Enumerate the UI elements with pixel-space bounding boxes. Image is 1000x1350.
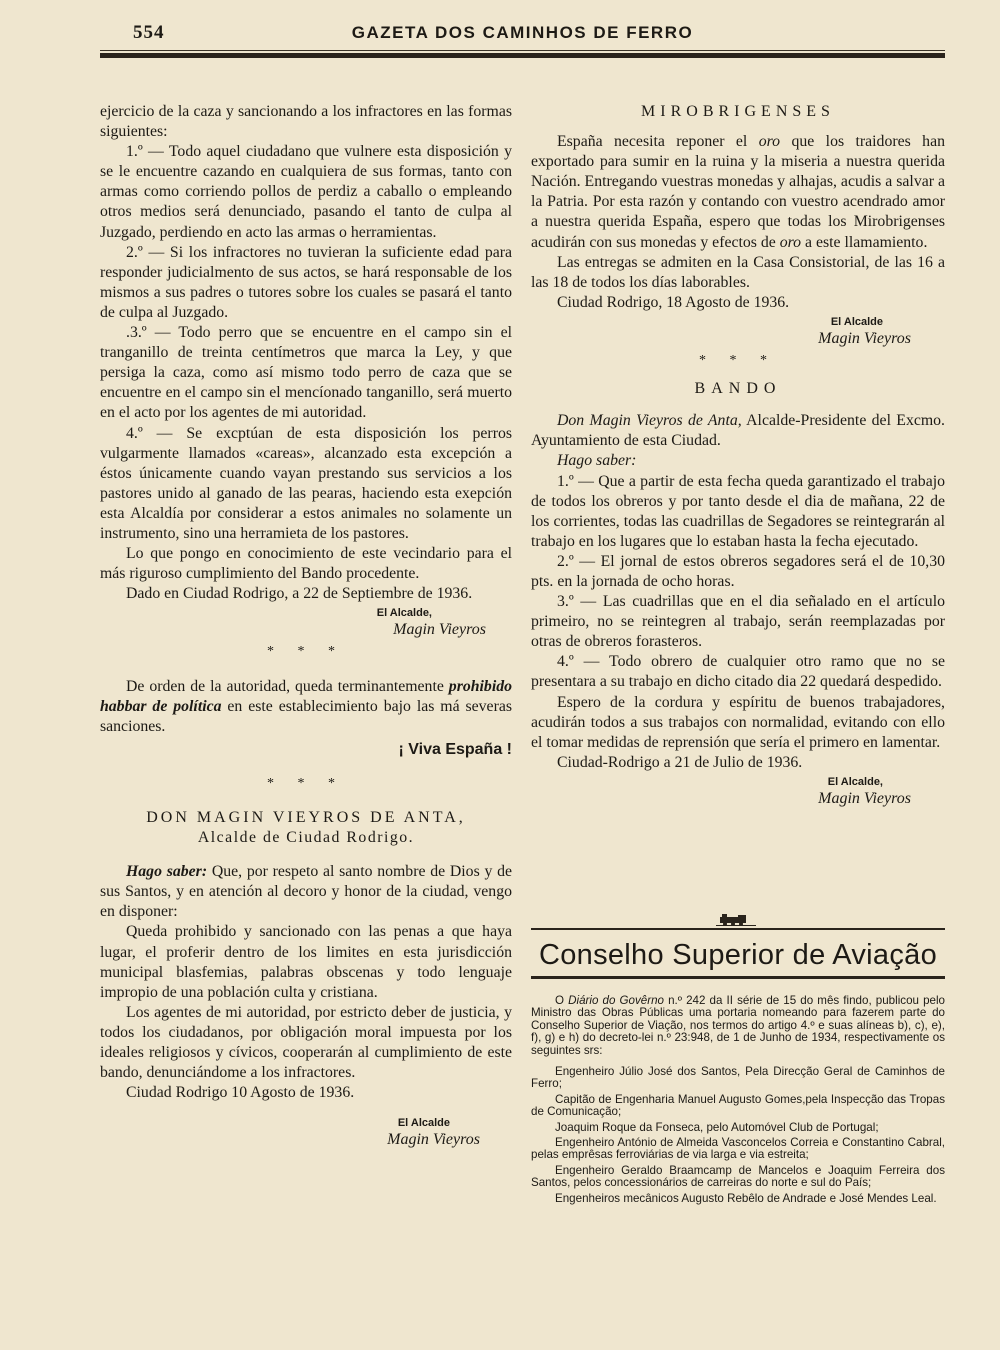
viva-espana: ¡ Viva España ! (398, 740, 512, 758)
section-subheading: Alcalde de Ciudad Rodrigo. (197, 829, 415, 847)
page-header (100, 20, 945, 46)
section-separator: * * * (267, 644, 345, 660)
paragraph: 2.º — Si los infractores no tuvieran la suficiente edad para responder judicialmento de sus actos, se hará responsable de los mismos a sus padres o tutores sobre los cuales se pasará el tanto de culpa al Juzgado. (100, 243, 512, 321)
conselho-section (531, 928, 945, 1208)
paragraph: Ciudad Rodrigo 10 Agosto de 1936. (126, 1084, 355, 1102)
paragraph (100, 677, 512, 737)
signature-name: Magin Vieyros (393, 621, 486, 639)
section-heading: BANDO (694, 380, 782, 398)
header-rule (100, 50, 945, 59)
paragraph: 1.º — Que a partir de esta fecha queda garantizado el trabajo de todos los obreros y por tanto desde el dia de mañana, 22 de los corrientes, todas las cuadrillas de Segadores se reintegrarán al trabajo en los lugares que lo estaban hasta la fecha ejecutado. (531, 472, 945, 550)
paragraph: ejercicio de la caza y sancionando a los infractores en las formas siguientes: (100, 103, 512, 141)
paragraph: 4.º — Todo obrero de cualquier otro ramo que no se presentara a su trabajo en dicho citado dia 22 quedará despedido. (531, 653, 945, 691)
paragraph: Hago saber: (557, 452, 637, 470)
paragraph: Lo que pongo en conocimiento de este vecindario para el más riguroso cumplimiento del Bando procedente. (100, 545, 512, 583)
paragraph: 4.º — Se excptúan de esta disposición los perros vulgarmente llamados «careas», alcanzado esta excepción a éstos únicamente cuando vayan prestando sus servicios a los pastores unido al ganado de las pearas, haciendo esta exepción esta Alcaldía por considerar a estos animales no solamente un instrumento, sino una herramieta de los pastores. (100, 424, 512, 542)
emphasis: oro (758, 133, 781, 151)
paragraph: Queda prohibido y sancionado con las penas a que haya lugar, el proferir dentro de los limites en esta jurisdicción municipal blasfemias, palabras obscenas y todo lenguaje impropio de una población culta y cristiana. (100, 923, 512, 1001)
emphasis: Hago saber: (126, 863, 208, 881)
list-item: Engenheiro Geraldo Braamcamp de Mancelos e Joaquim Ferreira dos Santos, pelos concessionários de carreiras do norte e sul do País; (531, 1163, 945, 1190)
signature-title: El Alcalde, (376, 607, 432, 620)
text-run: a este llamamiento. (801, 233, 928, 251)
paragraph: 2.º — El jornal de estos obreros segadores será el de 10,30 pts. en la jornada de ocho horas. (531, 552, 945, 590)
text-run: O (555, 994, 569, 1007)
text-run: España necesita reponer el (557, 133, 759, 151)
emphasis: Don Magin Vieyros de Anta, (557, 412, 742, 430)
paragraph: Espero de la cordura y espíritu de buenos trabajadores, acudirán todos a sus trabajos con normalidad, evitando con ello el tomar medidas de reprensión que sería el primero en lamentar. (531, 693, 945, 751)
paragraph: .3.º — Todo perro que se encuentre en el campo sin el tranganillo de treinta centímetros que marca la Ley, y que persiga la caza, como así mismo todo perro de caza que se encuentre en el campo sin el mencíonado tanganillo, será muerto en el acto por los agentes de mi autoridad. (100, 324, 512, 422)
paragraph (100, 862, 512, 922)
section-title: Conselho Superior de Aviação (538, 939, 938, 971)
signature-title: El Alcalde (397, 1117, 450, 1130)
signature-name: Magin Vieyros (818, 789, 911, 807)
paragraph: Ciudad-Rodrigo a 21 de Julio de 1936. (557, 753, 803, 771)
section-body (531, 995, 945, 1205)
paragraph: 3.º — Las cuadrillas que en el dia señalado en el artículo primeiro, no se reintegren al trabajo, serán reemplazadas por otras de obreros forasteros. (531, 593, 945, 651)
section-heading: DON MAGIN VIEYROS DE ANTA, (146, 809, 466, 826)
paragraph (531, 132, 945, 253)
emphasis: oro (779, 233, 802, 251)
left-column (100, 102, 512, 1150)
signature-name: Magin Vieyros (387, 1131, 480, 1149)
train-icon (716, 914, 756, 926)
text-run: en este establecimiento bajo las má severas sanciones. (100, 697, 512, 735)
text-run: Que, por respeto al santo nombre de Dios y de sus Santos, y en atención al decoro y honor de la ciudad, vengo en disponer: (100, 863, 512, 921)
signature-title: El Alcalde, (827, 775, 883, 788)
list-item: Joaquim Roque da Fonseca, pelo Automóvel Club de Portugal; (555, 1120, 879, 1134)
list-item: Capitão de Engenharia Manuel Augusto Gomes,pela Inspecção das Tropas de Comunicação; (531, 1092, 945, 1119)
paragraph (531, 411, 945, 451)
section-rule (531, 928, 945, 930)
paragraph: Las entregas se admiten en la Casa Consistorial, de las 16 a las 18 de todos los días laborables. (531, 253, 945, 291)
paragraph (531, 995, 945, 1057)
publication-title: GAZETA DOS CAMINHOS DE FERRO (351, 23, 694, 42)
emphasis: Diário do Govêrno (568, 994, 664, 1007)
text-run: que los traidores han exportado para sumir en la ruina y la miseria a nuestra querida Nación. Entregando vuestras monedas y alhajas, acudis a salvar a la Patria. Por esta razón y contando con vuestro acendrado amor a nuestra querida España, espero que todas los Mirobrigenses acudirán con sus monedas y efectos de (531, 133, 945, 251)
list-item: Engenheiro Júlio José dos Santos, Pela Direcção Geral de Caminhos de Ferro; (531, 1065, 945, 1091)
text-run: Alcalde-Presidente del Excmo. Ayuntamiento de esta Ciudad. (531, 412, 945, 450)
text-run: De orden de la autoridad, queda terminantemente (126, 677, 449, 695)
signature-title: El Alcalde (830, 315, 883, 328)
signature-name: Magin Vieyros (818, 329, 911, 347)
emphasis: prohibido habbar de política (100, 677, 512, 715)
text-run: n.º 242 da II série de 15 do mês findo, publicou pelo Ministro das Obras Públicas uma portaria nomeando para fazerem parte do Conselho Superior de Viação, nos termos do artigo 4.º e suas alíneas b), c), e), f), g) e h) do decreto-lei n.º 23:948, de 1 de Junho de 1934, respectivamente os seguintes srs: (531, 994, 945, 1057)
paragraph: 1.º — Todo aquel ciudadano que vulnere esta disposición y se le encuentre cazando en cualquiera de sus formas, tanto con armas como corriendo pollos de perdiz a caballo o empleando otros medios será denunciado, pasando el tanto de culpa al Juzgado, perdiendo en acto las armas o herramientas. (100, 143, 512, 241)
right-column (531, 102, 945, 809)
paragraph: Ciudad Rodrigo, 18 Agosto de 1936. (557, 293, 790, 311)
section-rule (531, 976, 945, 979)
paragraph: Dado en Ciudad Rodrigo, a 22 de Septiembre de 1936. (126, 585, 473, 603)
list-item: Engenheiros mecânicos Augusto Rebêlo de Andrade e José Mendes Leal. (555, 1191, 937, 1205)
section-heading: MIROBRIGENSES (641, 103, 835, 120)
paragraph: Los agentes de mi autoridad, por estricto deber de justicia, y todos los ciudadanos, por obligación moral impuesta por los ideales religiosos y cívicos, cooperarán al cumplimiento de este bando, denunciándome a los infractores. (100, 1003, 512, 1082)
page-number: 554 (133, 22, 165, 43)
list-item: Engenheiro António de Almeida Vasconcelos Correia e Constantino Cabral, pelas emprêsas ferroviárias de via larga e via estreita; (531, 1136, 945, 1162)
section-separator: * * * (699, 353, 777, 369)
section-separator: * * * (267, 775, 345, 791)
